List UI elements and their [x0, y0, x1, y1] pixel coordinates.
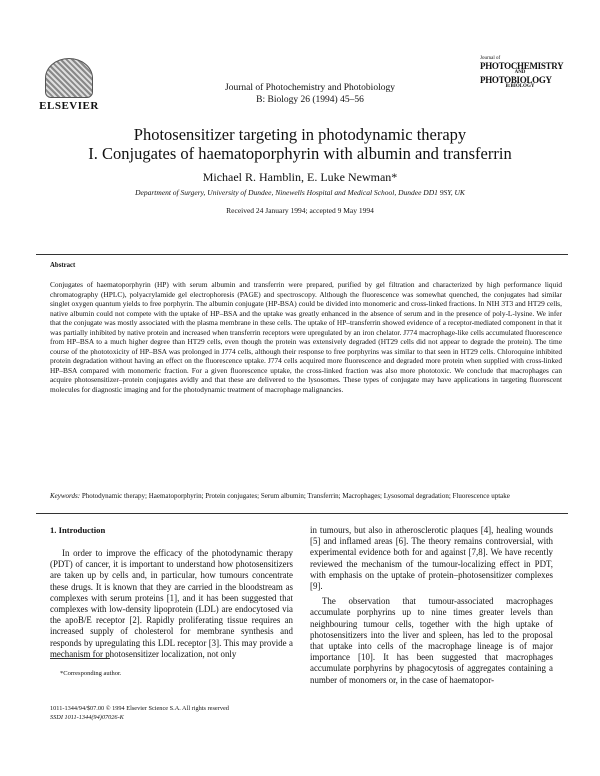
copyright [50, 704, 229, 722]
journal-logo [480, 56, 564, 90]
intro-paragraph-1: in tumours, but also in atherosclerotic plaques [4], healing wounds [5] and inflamed areas [6]. The theory remains controversial, with experimental evidence both for and against [7,8]. We have recently reviewed the mechanism of the tumour-localizing effect in PDT, with emphasis on the uptake of protein–photosensitizer complexes [9]. [310, 525, 553, 592]
keywords-label: Keywords: [50, 492, 81, 500]
abstract-heading: Abstract [50, 262, 76, 269]
title-line-1: Photosensitizer targeting in photodynamic therapy [133, 125, 467, 144]
journal-logo-line2: PHOTOBIOLOGY [480, 75, 552, 85]
journal-name: Journal of Photochemistry and Photobiology [225, 83, 395, 93]
journal-logo-line1: PHOTOCHEMISTRY [480, 61, 564, 71]
journal-logo-small: Journal of [480, 56, 501, 61]
intro-left-column: In order to improve the efficacy of the photodynamic therapy (PDT) of cancer, it is important to understand how photosensitizers are taken up by cells and, in particular, how tumours concentrate these drugs. It is known that they are carried in the bloodstream as complexes with serum proteins [1], and it has been suggested that complexes with low-density lipoprotein (LDL) are endocytosed via the apoB/E receptor [2]. Rapidly proliferating tissue requires an increased supply of cholesterol for membrane synthesis and responds by upregulating this LDL receptor [3]. This may provide a mechanism for photosensitizer localization, not only [50, 548, 293, 659]
affiliation: Department of Surgery, University of Dundee, Ninewells Hospital and Medical School, Dundee DD1 9SY, UK [135, 188, 465, 197]
abstract-top-rule [36, 254, 568, 255]
journal-logo-and: AND [514, 70, 526, 75]
abstract-bottom-rule [36, 513, 568, 514]
intro-right-column [310, 525, 553, 686]
intro-paragraph-2: The observation that tumour-associated macrophages accumulate porphyrins up to nine times greater levels than neighbouring tumour cells, together with the high uptake of photosensitizers into the liver and spleen, has led to the proposal that uptake into cells of the macrophage lineage is of major importance [10]. It has been suggested that macrophages accumulate porphyrins by phagocytosis of aggregates containing a number of monomers or, in the case of haematopor- [310, 596, 553, 685]
ssdi-line: SSDI 1011-1344(94)07026-K [50, 714, 124, 721]
abstract-text: Conjugates of haematoporphyrin (HP) with serum albumin and transferrin were prepared, purified by gel filtration and characterized by high performance liquid chromatography (HPLC), polyacrylamide gel electrophoresis (PAGE) and spectroscopy. Although the fluorescence was somewhat quenched, the conjugates had similar singlet oxygen quantum yields to free porphyrin. The albumin conjugate (HP-BSA) could be divided into monomeric and cross-linked fractions. In NIH 3T3 and HT29 cells, native albumin could not compete with the uptake of HP–BSA and the uptake was greatly enhanced in the absence of serum and in the presence of poly-L-lysine. We infer that the conjugate was mostly associated with the plasma membrane in these cells. The uptake of HP–transferrin showed evidence of a receptor-mediated component in that it was partially inhibited by native protein and increased when transferrin receptors were upregulated by an iron chelator. J774 macrophage-like cells accumulated fluorescence from HP–BSA to a much higher degree than HT29 cells, even though the protein was extensively degraded (HT29 cells did not appear to degrade the protein). The time course of the phototoxicity of HP–BSA was prolonged in J774 cells, although their response to free porphyrins was similar to that seen in HT29 cells. Chloroquine inhibited protein degradation without having an effect on the fluorescence uptake. J774 cells acquired more fluorescence and degraded more protein when supplied with cross-linked HP–BSA compared with monomeric fraction. For a given fluorescence uptake, the cross-linked fraction was also more phototoxic. We conclude that macrophages can acquire photosensitizer–protein conjugates avidly and that these are delivered to the lysosomes. These types of conjugate may have applications in targeting fluorescent molecules for diagnostic imaging and for the photodynamic treatment of macrophage malignancies. [50, 280, 562, 394]
title-line-2: I. Conjugates of haematoporphyrin with albumin and transferrin [88, 144, 512, 163]
journal-logo-sub: B:BIOLOGY [505, 84, 535, 89]
footnote-rule [50, 658, 110, 659]
publisher-name: ELSEVIER [39, 100, 99, 112]
section-heading: 1. Introduction [50, 525, 106, 535]
elsevier-logo [38, 58, 100, 112]
keywords-list: Photodynamic therapy; Haematoporphyrin; Protein conjugates; Serum albumin; Transferrin; Macrophages; Lysosomal degradation; Fluorescence uptake [80, 492, 510, 500]
article-title [0, 125, 600, 163]
received-date: Received 24 January 1994; accepted 9 May 1994 [226, 206, 374, 215]
journal-volume: B: Biology 26 (1994) 45–56 [256, 95, 364, 105]
keywords [50, 492, 562, 502]
authors: Michael R. Hamblin, E. Luke Newman* [202, 170, 398, 184]
footnote: *Corresponding author. [60, 670, 122, 677]
elsevier-tree-icon [45, 58, 93, 98]
copyright-line: 1011-1344/94/$07.00 © 1994 Elsevier Science S.A. All rights reserved [50, 705, 229, 712]
journal-citation [200, 82, 420, 106]
